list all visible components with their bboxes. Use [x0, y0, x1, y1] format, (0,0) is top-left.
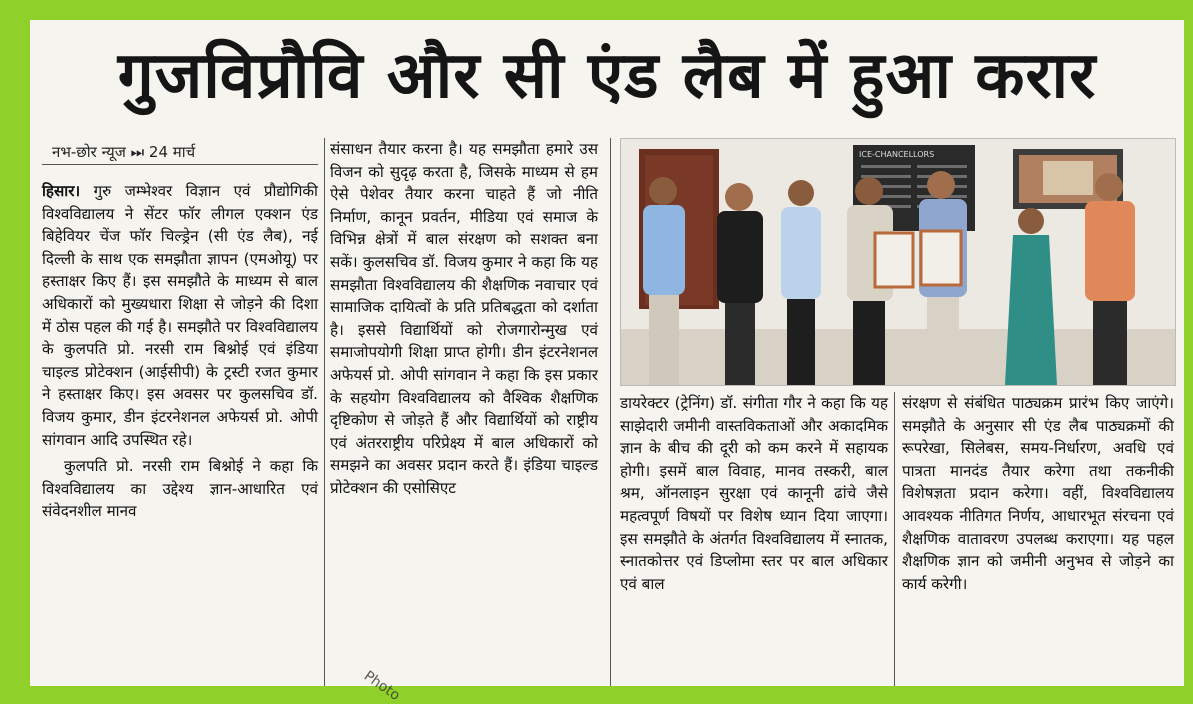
column-divider-2	[610, 138, 611, 686]
photo-illustration	[621, 139, 1175, 385]
paragraph-2: कुलपति प्रो. नरसी राम बिश्नोई ने कहा कि विश्वविद्यालय का उद्देश्य ज्ञान-आधारित एवं संवेदनशील मानव	[42, 457, 318, 521]
article-column-2	[330, 138, 598, 686]
paragraph-3: संसाधन तैयार करना है। यह समझौता हमारे उस विजन को सुदृढ़ करता है, जिसके माध्यम से हम ऐसे पेशेवर तैयार करना चाहते हैं जो नीति निर्माण, कानून प्रवर्तन, मीडिया एवं समाज के विभिन्न क्षेत्रों में बाल संरक्षण को सशक्त बना सकें। कुलसचिव डॉ. विजय कुमार ने कहा कि यह समझौता विश्वविद्यालय की शैक्षणिक नवाचार एवं सामाजिक दायित्वों के प्रति प्रतिबद्धता को दर्शाता है। इससे विद्यार्थियों को रोजगारोन्मुख एवं समाजोपयोगी शिक्षा प्राप्त होगी। डीन इंटरनेशनल अफेयर्स प्रो. ओपी सांगवान ने कहा कि इस प्रकार के सहयोग विश्वविद्यालय को वैश्विक शैक्षणिक दृष्टिकोण से जोड़ते हैं और विद्यार्थियों को राष्ट्रीय एवं अंतरराष्ट्रीय परिप्रेक्ष्य में बाल अधिकारों को समझने का अवसर प्रदान करते हैं। इंडिया चाइल्ड प्रोटेक्शन की एसोसिएट	[330, 140, 598, 497]
column-divider-1	[324, 138, 325, 686]
article-column-1	[42, 180, 318, 682]
green-frame	[8, 8, 1183, 704]
paragraph-5: संरक्षण से संबंधित पाठ्यक्रम प्रारंभ किए जाएंगे। समझौते के अनुसार सी एंड लैब पाठ्यक्रमों की रूपरेखा, सिलेबस, समय-निर्धारण, अवधि एवं पात्रता मानदंड तैयार करेगा तथा तकनीकी विशेषज्ञता प्रदान करेगा। वहीं, विश्वविद्यालय आवश्यक नीतिगत निर्णय, आधारभूत संरचना एवं शैक्षणिक वातावरण उपलब्ध कराएगा। यह पहल शैक्षणिक ज्ञान को जमीनी अनुभव से जोड़ने का कार्य करेगी।	[902, 394, 1174, 593]
article-column-4	[902, 392, 1174, 684]
mou-signing-photo	[620, 138, 1176, 386]
board-title: ICE-CHANCELLORS	[859, 150, 935, 159]
headline: गुजविप्रौवि और सी एंड लैब में हुआ करार	[117, 39, 1097, 113]
place-lead: हिसार।	[42, 182, 81, 200]
paragraph-4: डायरेक्टर (ट्रेनिंग) डॉ. संगीता गौर ने कहा कि यह साझेदारी जमीनी वास्तविकताओं और अकादमिक ज्ञान के बीच की दूरी को कम करने में सहायक होगी। इसमें बाल विवाह, मानव तस्करी, बाल श्रम, ऑनलाइन सुरक्षा एवं कानूनी ढांचे जैसे महत्वपूर्ण विषयों पर विशेष ध्यान दिया जाएगा। इस समझौते के अंतर्गत विश्वविद्यालय में स्नातक, स्नातकोत्तर एवं डिप्लोमा स्तर पर बाल अधिकार एवं बाल	[620, 394, 888, 593]
column-divider-3	[894, 392, 895, 686]
dateline-rule	[42, 164, 318, 165]
newspaper-clipping	[30, 20, 1184, 704]
dateline-source: नभ-छोर न्यूज	[52, 143, 126, 161]
paragraph-1: गुरु जम्भेश्वर विज्ञान एवं प्रौद्योगिकी विश्वविद्यालय ने सेंटर फॉर लीगल एक्शन एंड बिहेवियर चेंज फॉर चिल्ड्रेन (सी एंड लैब), नई दिल्ली के साथ एक समझौता ज्ञापन (एमओयू) पर हस्ताक्षर किए हैं। इस समझौते के माध्यम से बाल अधिकारों को मुख्यधारा शिक्षा से जोड़ने की दिशा में ठोस पहल की गई है। समझौते पर विश्वविद्यालय के कुलपति प्रो. नरसी राम बिश्नोई एवं इंडिया चाइल्ड प्रोटेक्शन (आईसीपी) के ट्रस्टी रजत कुमार ने हस्ताक्षर किए। इस अवसर पर कुलसचिव डॉ. विजय कुमार, डीन इंटरनेशनल अफेयर्स प्रो. ओपी सांगवान आदि उपस्थित रहे।	[42, 182, 318, 449]
photo-watermark: Photo	[360, 668, 403, 704]
dateline	[52, 142, 195, 162]
article-column-3	[620, 392, 888, 684]
dateline-date: 24 मार्च	[148, 143, 196, 161]
dateline-arrows-icon: ⏭	[130, 143, 145, 161]
